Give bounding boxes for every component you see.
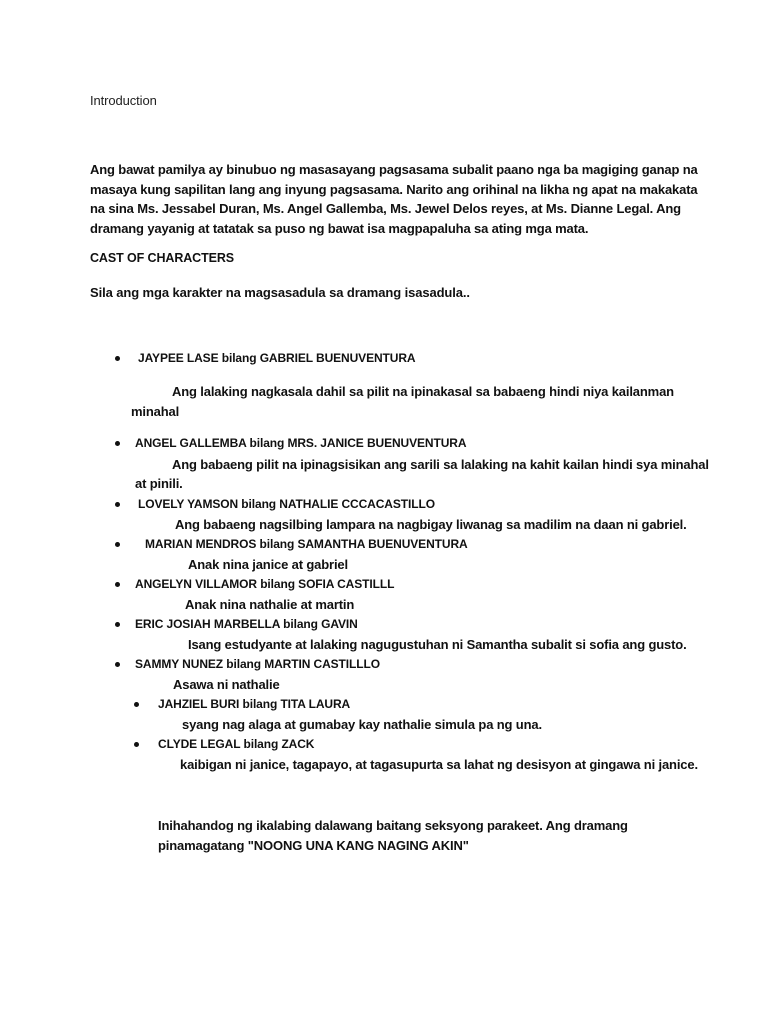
cast-description: Anak nina janice at gabriel <box>188 557 348 572</box>
cast-description: Asawa ni nathalie <box>173 677 280 692</box>
intro-line: dramang yayanig at tatatak sa puso ng bawat isa magpapaluha sa ating mga mata. <box>90 220 589 236</box>
bullet-icon <box>115 502 120 507</box>
cast-description: Isang estudyante at lalaking nagugustuhan ni Samantha subalit si sofia ang gusto. <box>188 637 687 652</box>
closing-paragraph <box>158 816 678 855</box>
bullet-icon <box>115 542 120 547</box>
bullet-icon <box>115 356 120 361</box>
cast-description: Ang babaeng pilit na ipinagsisikan ang sarili sa lalaking na kahit kailan hindi sya minahal <box>172 457 709 472</box>
cast-name: SAMMY NUNEZ bilang MARTIN CASTILLLO <box>135 657 380 671</box>
intro-line: na sina Ms. Jessabel Duran, Ms. Angel Gallemba, Ms. Jewel Delos reyes, at Ms. Dianne Legal. Ang <box>90 201 681 216</box>
cast-name: CLYDE LEGAL bilang ZACK <box>158 737 315 751</box>
cast-name: MARIAN MENDROS bilang SAMANTHA BUENUVENTURA <box>145 537 468 551</box>
closing-line: pinamagatang "NOONG UNA KANG NAGING AKIN" <box>158 837 469 853</box>
cast-description: syang nag alaga at gumabay kay nathalie simula pa ng una. <box>182 717 542 732</box>
intro-line: Ang bawat pamilya ay binubuo ng masasayang pagsasama subalit paano nga ba magiging ganap na <box>90 162 698 177</box>
cast-subheading: Sila ang mga karakter na magsasadula sa dramang isasadula.. <box>90 285 470 300</box>
cast-description: at pinili. <box>135 476 183 491</box>
bullet-icon <box>134 702 139 707</box>
closing-line: Inihahandog ng ikalabing dalawang baitang seksyong parakeet. Ang dramang <box>158 818 628 833</box>
cast-description: minahal <box>131 404 180 419</box>
cast-heading: CAST OF CHARACTERS <box>90 251 235 265</box>
cast-name: ANGEL GALLEMBA bilang MRS. JANICE BUENUVENTURA <box>135 436 467 450</box>
bullet-icon <box>115 582 120 587</box>
cast-name: ERIC JOSIAH MARBELLA bilang GAVIN <box>135 617 358 631</box>
cast-description: kaibigan ni janice, tagapayo, at tagasupurta sa lahat ng desisyon at gingawa ni janice. <box>180 757 698 772</box>
cast-description: Ang babaeng nagsilbing lampara na nagbigay liwanag sa madilim na daan ni gabriel. <box>175 517 687 532</box>
bullet-icon <box>115 622 120 627</box>
cast-name: LOVELY YAMSON bilang NATHALIE CCCACASTILLO <box>138 497 435 511</box>
bullet-icon <box>115 662 120 667</box>
cast-description: Anak nina nathalie at martin <box>185 597 355 612</box>
intro-paragraph <box>90 160 698 238</box>
cast-name: ANGELYN VILLAMOR bilang SOFIA CASTILLL <box>135 577 395 591</box>
intro-heading: Introduction <box>90 93 157 108</box>
intro-line: masaya kung sapilitan lang ang inyung pagsasama. Narito ang orihinal na likha ng apat na makakata <box>90 181 698 197</box>
cast-name: JAYPEE LASE bilang GABRIEL BUENUVENTURA <box>138 351 416 365</box>
cast-name: JAHZIEL BURI bilang TITA LAURA <box>158 697 351 711</box>
bullet-icon <box>134 742 139 747</box>
bullet-icon <box>115 441 120 446</box>
cast-description: Ang lalaking nagkasala dahil sa pilit na ipinakasal sa babaeng hindi niya kailanman <box>172 384 674 399</box>
